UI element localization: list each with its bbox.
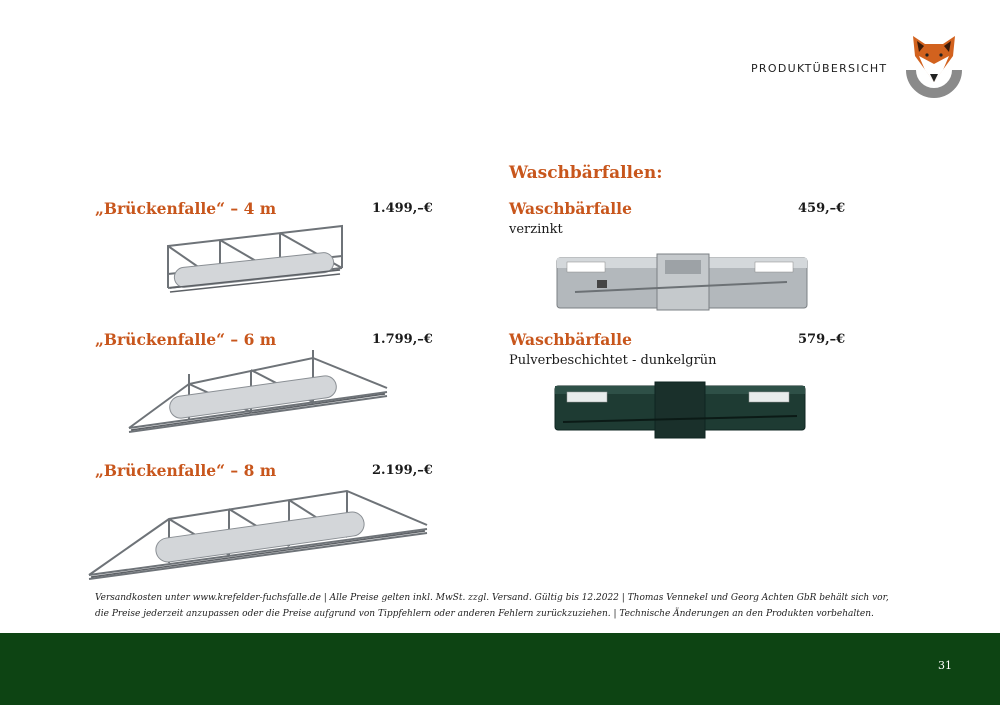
product-price-waschbaerfalle-dunkelgruen: 579,–€ [798, 332, 846, 347]
product-price-waschbaerfalle-verzinkt: 459,–€ [798, 201, 846, 216]
product-subtitle-waschbaerfalle-verzinkt: verzinkt [509, 222, 563, 237]
brueckenfalle-6m-image [125, 344, 390, 436]
product-name-brueckenfalle-8m: „Brückenfalle“ – 8 m [95, 461, 277, 480]
brueckenfalle-8m-image [85, 485, 430, 583]
brueckenfalle-4m-image [160, 216, 350, 301]
product-price-brueckenfalle-4m: 1.499,–€ [372, 201, 433, 216]
product-price-brueckenfalle-6m: 1.799,–€ [372, 332, 433, 347]
waschbaerfalle-verzinkt-image [555, 252, 810, 312]
waschbaerfalle-dunkelgruen-image [553, 380, 808, 442]
product-price-brueckenfalle-8m: 2.199,–€ [372, 463, 433, 478]
product-name-waschbaerfalle-verzinkt: Waschbärfalle [509, 199, 632, 218]
footer-bar [0, 633, 1000, 705]
page-header-title: PRODUKTÜBERSICHT [751, 62, 888, 75]
fox-head-logo-icon [903, 30, 965, 100]
page-number: 31 [938, 659, 952, 672]
product-name-brueckenfalle-4m: „Brückenfalle“ – 4 m [95, 199, 277, 218]
section-title-waschbaerfallen: Waschbärfallen: [509, 163, 663, 183]
footnote-text: Versandkosten unter www.krefelder-fuchsfalle.de | Alle Preise gelten inkl. MwSt. zzgl. Versand. Gültig bis 12.2022 | Thomas Vennekel und Georg Achten GbR behält sich vor, die Preise jederzeit anzupassen oder die Preise aufgrund von Tippfehlern oder anderen Fehlern zurückzuziehen. | Technische Änderungen an den Produkten vorbehalten. [95, 593, 889, 619]
product-name-brueckenfalle-6m: „Brückenfalle“ – 6 m [95, 330, 277, 349]
product-name-waschbaerfalle-dunkelgruen: Waschbärfalle [509, 330, 632, 349]
product-subtitle-waschbaerfalle-dunkelgruen: Pulverbeschichtet - dunkelgrün [509, 353, 717, 368]
